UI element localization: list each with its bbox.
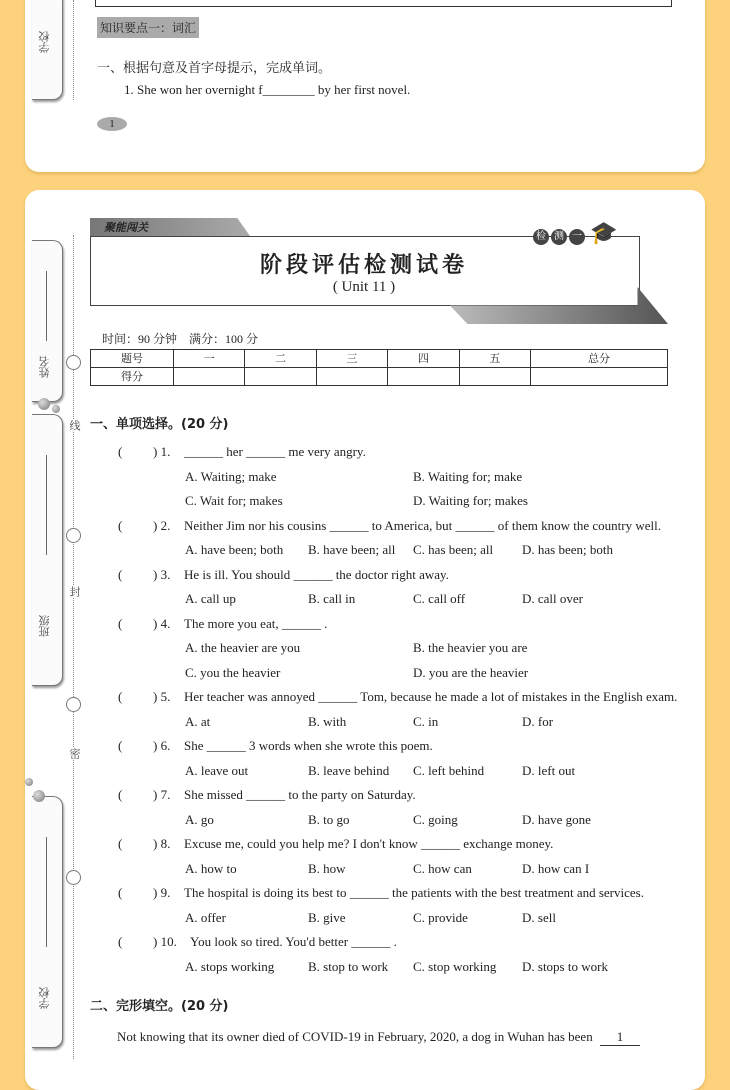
option[interactable]: B. give bbox=[308, 909, 346, 925]
answer-bracket[interactable]: ( bbox=[118, 934, 123, 949]
table-bottom-edge bbox=[95, 0, 672, 7]
option[interactable]: A. stops working bbox=[185, 958, 275, 974]
side-tab-class: 班级 bbox=[32, 414, 63, 686]
binding-hole bbox=[66, 697, 81, 712]
binding-hole bbox=[66, 528, 81, 543]
question-text: You look so tired. You'd better ______ . bbox=[190, 934, 397, 949]
header-cell: 总分 bbox=[531, 350, 668, 368]
question-text: He is ill. You should ______ the doctor right away. bbox=[184, 566, 449, 582]
page-title: 阶段评估检测试卷 bbox=[259, 252, 468, 278]
option[interactable]: D. has been; both bbox=[522, 542, 613, 557]
option[interactable]: D. stops to work bbox=[522, 958, 608, 974]
passage: Not knowing that its owner died of COVID-19 in February, 2020, a dog in Wuhan has been bbox=[117, 1029, 593, 1044]
answer-bracket[interactable]: ( bbox=[118, 444, 123, 459]
question-number: ) 3. bbox=[153, 566, 171, 582]
instruction: 一、根据句意及首字母提示，完成单词。 bbox=[97, 61, 332, 76]
section-badge: 知识要点一：词汇 bbox=[97, 17, 199, 38]
option[interactable]: B. the heavier you are bbox=[413, 640, 528, 655]
option[interactable]: D. have gone bbox=[522, 811, 591, 827]
option[interactable]: A. the heavier are you bbox=[185, 640, 301, 655]
cut-mark-line: 线 bbox=[68, 420, 80, 431]
header-cell: 二 bbox=[245, 350, 316, 368]
side-tab-school-top: 学校 bbox=[32, 0, 63, 100]
side-tab-name: 姓名 bbox=[32, 240, 63, 402]
option[interactable]: B. to go bbox=[308, 811, 350, 827]
binding-hole bbox=[66, 355, 81, 370]
score-table-score-row bbox=[91, 368, 668, 386]
option[interactable]: D. you are the heavier bbox=[413, 664, 529, 680]
option[interactable]: A. Waiting; make bbox=[185, 468, 277, 484]
section2-heading: 二、完形填空。(20 分) bbox=[90, 999, 229, 1014]
page-subtitle: ( Unit 11 ) bbox=[332, 279, 396, 295]
option[interactable]: A. have been; both bbox=[185, 542, 284, 557]
row-label: 得分 bbox=[91, 368, 174, 386]
answer-bracket[interactable]: ( bbox=[118, 566, 123, 582]
option[interactable]: D. call over bbox=[522, 591, 584, 606]
question-number: ) 7. bbox=[153, 787, 171, 802]
score-cell bbox=[174, 368, 245, 386]
badge-char: 检 bbox=[533, 229, 549, 245]
question-number: ) 4. bbox=[153, 615, 171, 631]
exam-page-card bbox=[25, 190, 705, 1090]
question-text: The more you eat, ______ . bbox=[184, 615, 328, 631]
header-cell: 五 bbox=[459, 350, 530, 368]
option[interactable]: D. for bbox=[522, 713, 554, 729]
passage-text bbox=[117, 1029, 640, 1046]
answer-bracket[interactable]: ( bbox=[118, 836, 123, 851]
question-number: ) 2. bbox=[153, 517, 171, 533]
option[interactable]: A. leave out bbox=[185, 762, 249, 778]
option[interactable]: D. left out bbox=[522, 762, 576, 778]
previous-page-card bbox=[25, 0, 705, 172]
question-text: She ______ 3 words when she wrote this poem. bbox=[184, 738, 433, 753]
header-cell: 题号 bbox=[91, 350, 174, 368]
decor-bubble bbox=[25, 778, 33, 786]
answer-bracket[interactable]: ( bbox=[118, 885, 123, 900]
badge-char: 测 bbox=[551, 229, 567, 245]
option[interactable]: C. has been; all bbox=[413, 542, 494, 557]
question-text: Neither Jim nor his cousins ______ to America, but ______ of them know the country well. bbox=[184, 517, 661, 533]
answer-bracket[interactable]: ( bbox=[118, 517, 123, 533]
option[interactable]: D. how can I bbox=[522, 860, 590, 876]
option[interactable]: C. stop working bbox=[413, 958, 497, 974]
option[interactable]: C. provide bbox=[413, 909, 468, 925]
option[interactable]: C. Wait for; makes bbox=[185, 493, 283, 508]
option[interactable]: B. with bbox=[308, 713, 347, 729]
page-number: 1 bbox=[97, 117, 127, 131]
decor-bubble bbox=[38, 398, 50, 410]
header-cell: 三 bbox=[316, 350, 387, 368]
answer-bracket[interactable]: ( bbox=[118, 787, 123, 802]
logo: 聚能闯关 bbox=[104, 221, 148, 234]
score-cell bbox=[459, 368, 530, 386]
option[interactable]: D. Waiting for; makes bbox=[413, 493, 528, 508]
option[interactable]: C. left behind bbox=[413, 762, 485, 778]
answer-bracket[interactable]: ( bbox=[118, 615, 123, 631]
option[interactable]: B. have been; all bbox=[308, 542, 396, 557]
question-text: Her teacher was annoyed ______ Tom, because he made a lot of mistakes in the English exam. bbox=[184, 689, 678, 704]
question-number: ) 1. bbox=[153, 444, 171, 459]
answer-bracket[interactable]: ( bbox=[118, 689, 123, 704]
question: 1. She won her overnight f________ by her first novel. bbox=[124, 82, 411, 97]
option[interactable]: A. call up bbox=[185, 591, 236, 606]
question-number: ) 5. bbox=[153, 689, 171, 704]
option[interactable]: B. Waiting for; make bbox=[413, 468, 523, 484]
binding-hole bbox=[66, 870, 81, 885]
option[interactable]: C. going bbox=[413, 811, 458, 827]
mascot-icon: 🎓 bbox=[590, 220, 618, 245]
side-tab-school: 学校 bbox=[32, 796, 63, 1048]
header-cell: 四 bbox=[388, 350, 459, 368]
question-text: She missed ______ to the party on Saturday. bbox=[184, 787, 416, 802]
option[interactable]: C. call off bbox=[413, 591, 466, 606]
score-cell bbox=[245, 368, 316, 386]
question-number: ) 9. bbox=[153, 885, 171, 900]
score-cell bbox=[316, 368, 387, 386]
score-table-header-row bbox=[91, 350, 668, 368]
score-table bbox=[90, 349, 668, 386]
cut-mark-secret: 密 bbox=[68, 748, 80, 759]
option[interactable]: C. in bbox=[413, 713, 439, 729]
option[interactable]: B. leave behind bbox=[308, 762, 390, 778]
option[interactable]: D. sell bbox=[522, 909, 556, 925]
question-number: ) 8. bbox=[153, 836, 171, 851]
cut-line-top bbox=[73, 0, 74, 100]
answer-bracket[interactable]: ( bbox=[118, 738, 123, 753]
option[interactable]: B. stop to work bbox=[308, 958, 389, 974]
decor-bubble bbox=[33, 790, 45, 802]
question-text: ______ her ______ me very angry. bbox=[184, 444, 366, 459]
cut-mark-seal: 封 bbox=[68, 586, 80, 597]
question-number: ) 6. bbox=[153, 738, 171, 753]
badge-char: 一 bbox=[569, 229, 585, 245]
question-text: Excuse me, could you help me? I don't know ______ exchange money. bbox=[184, 836, 554, 851]
option[interactable]: B. call in bbox=[308, 591, 356, 606]
score-cell bbox=[531, 368, 668, 386]
header-cell: 一 bbox=[174, 350, 245, 368]
score-cell bbox=[388, 368, 459, 386]
option[interactable]: A. go bbox=[185, 811, 214, 827]
blank-1: 1 bbox=[600, 1029, 640, 1046]
option[interactable]: A. offer bbox=[185, 909, 226, 925]
section1-heading: 一、单项选择。(20 分) bbox=[90, 417, 229, 432]
badge bbox=[533, 229, 585, 245]
option[interactable]: A. how to bbox=[185, 860, 237, 876]
question-text: The hospital is doing its best to ______ the patients with the best treatment and services. bbox=[184, 885, 644, 900]
option[interactable]: C. how can bbox=[413, 860, 472, 876]
option[interactable]: C. you the heavier bbox=[185, 664, 281, 680]
option[interactable]: B. how bbox=[308, 860, 346, 876]
decor-bubble bbox=[52, 405, 60, 413]
option[interactable]: A. at bbox=[185, 713, 211, 729]
question-number: ) 10. bbox=[153, 934, 177, 949]
exam-meta: 时间：90 分钟 满分：100 分 bbox=[102, 332, 259, 346]
